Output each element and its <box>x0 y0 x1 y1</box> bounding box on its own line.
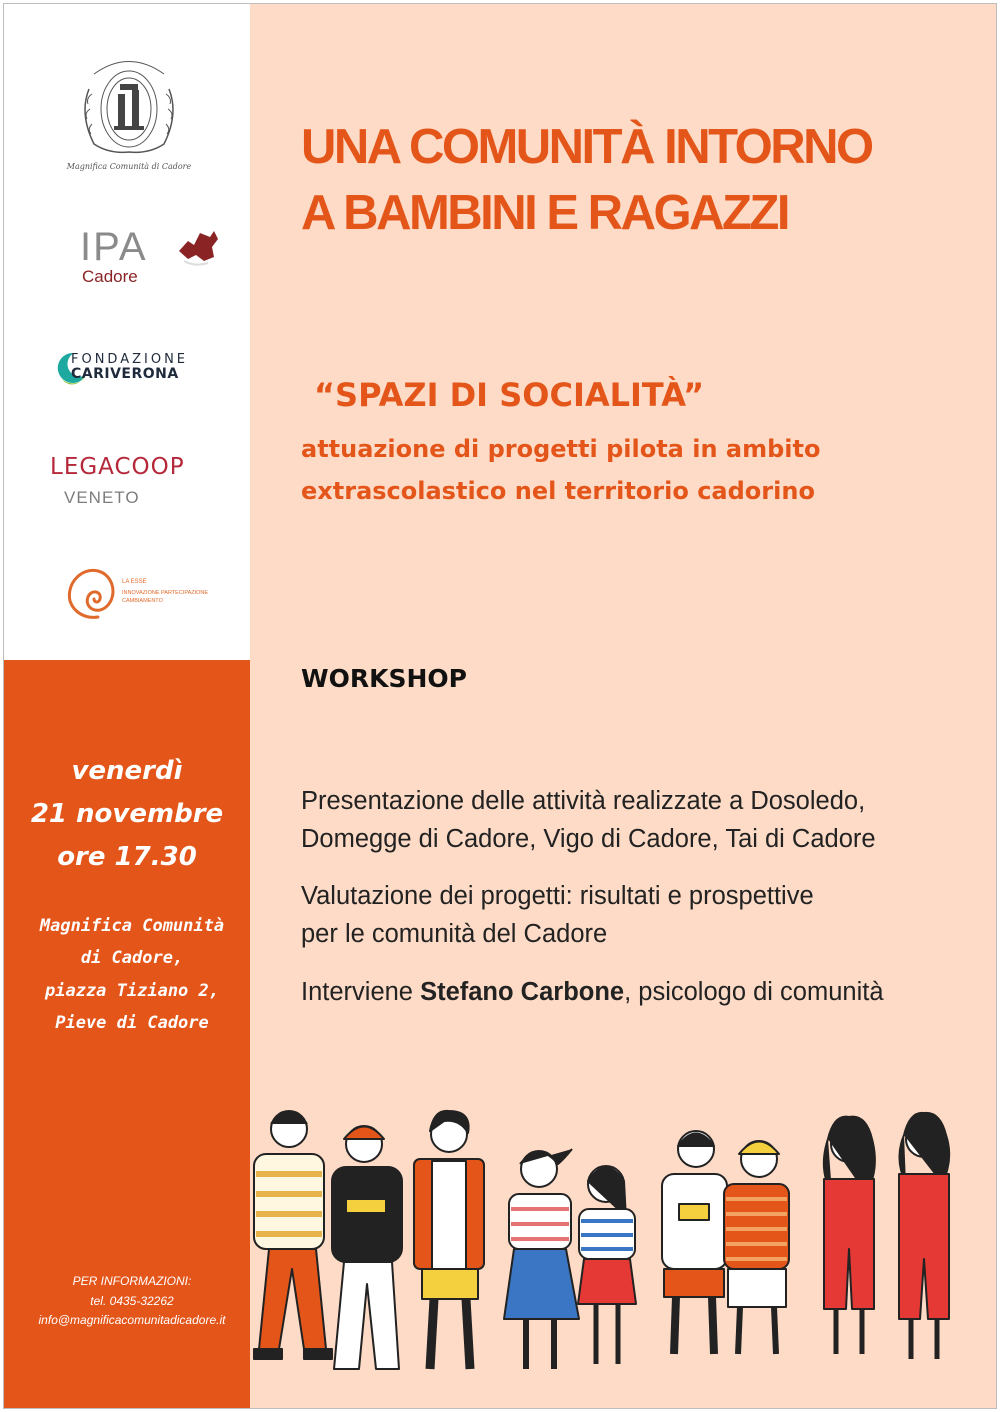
p1-line-1: Presentazione delle attività realizzate a Dosoledo, <box>301 787 866 815</box>
title-line-2: A BAMBINI E RAGAZZI <box>301 186 788 240</box>
la-esse-logo <box>34 559 224 629</box>
p2-line-2: per le comunità del Cadore <box>301 920 608 948</box>
poster-subtitle: “SPAZI DI SOCIALITÀ” <box>314 376 705 414</box>
legacoop-line1: LEGACOOP <box>50 454 185 480</box>
title-line-1: UNA COMUNITÀ INTORNO <box>301 120 872 174</box>
poster-lead <box>301 428 981 512</box>
venue-line-2: di Cadore, <box>80 948 184 968</box>
poster <box>3 3 997 1409</box>
legacoop-veneto-logo <box>34 454 224 514</box>
ipa-logo-text: IPA <box>80 225 148 269</box>
event-date: 21 novembre <box>30 799 224 829</box>
cariverona-line2: CARIVERONA <box>71 366 179 382</box>
la-esse-name: LA ESSE <box>122 579 147 585</box>
spiral-icon <box>64 563 122 623</box>
ipa-logo-subtext: Cadore <box>82 267 138 286</box>
paragraph-presentation <box>301 782 991 858</box>
lead-line-2: extrascolastico nel territorio cadorino <box>301 477 815 505</box>
venue-line-4: Pieve di Cadore <box>55 1013 209 1033</box>
venue-line-3: piazza Tiziano 2, <box>45 981 219 1001</box>
p1-line-2: Domegge di Cadore, Vigo di Cadore, Tai di Cadore <box>301 825 876 853</box>
workshop-heading: WORKSHOP <box>301 664 467 693</box>
ipa-cadore-logo <box>34 219 224 299</box>
cariverona-line1: FONDAZIONE <box>71 352 189 367</box>
lead-line-1: attuazione di progetti pilota in ambito <box>301 435 821 463</box>
coat-of-arms-seal-icon <box>34 54 224 159</box>
info-phone: tel. 0435-32262 <box>90 1294 174 1308</box>
info-email[interactable]: info@magnificacomunitadicadore.it <box>38 1313 226 1327</box>
group-of-children-illustration-icon <box>234 1099 994 1409</box>
event-time: ore 17.30 <box>57 842 197 872</box>
legacoop-line2: VENETO <box>64 488 140 507</box>
seal-caption: Magnifica Comunità di Cadore <box>66 162 192 171</box>
poster-title <box>301 114 991 246</box>
p2-line-1: Valutazione dei progetti: risultati e prospettive <box>301 882 814 910</box>
logo-column <box>4 4 250 660</box>
magnifica-comunita-logo <box>34 54 224 174</box>
fondazione-cariverona-logo <box>34 349 224 394</box>
event-day: venerdì <box>71 756 183 786</box>
speaker-name: Stefano Carbone <box>420 978 625 1006</box>
paragraph-evaluation <box>301 877 991 953</box>
info-heading: PER INFORMAZIONI: <box>72 1274 192 1288</box>
p3-post: , psicologo di comunità <box>624 978 884 1006</box>
la-esse-tagline: INNOVAZIONE PARTECIPAZIONE CAMBIAMENTO <box>122 590 209 604</box>
p3-pre: Interviene <box>301 978 421 1006</box>
cadore-map-icon <box>174 229 219 269</box>
paragraph-speaker <box>301 973 991 1011</box>
venue-line-1: Magnifica Comunità <box>39 916 225 936</box>
